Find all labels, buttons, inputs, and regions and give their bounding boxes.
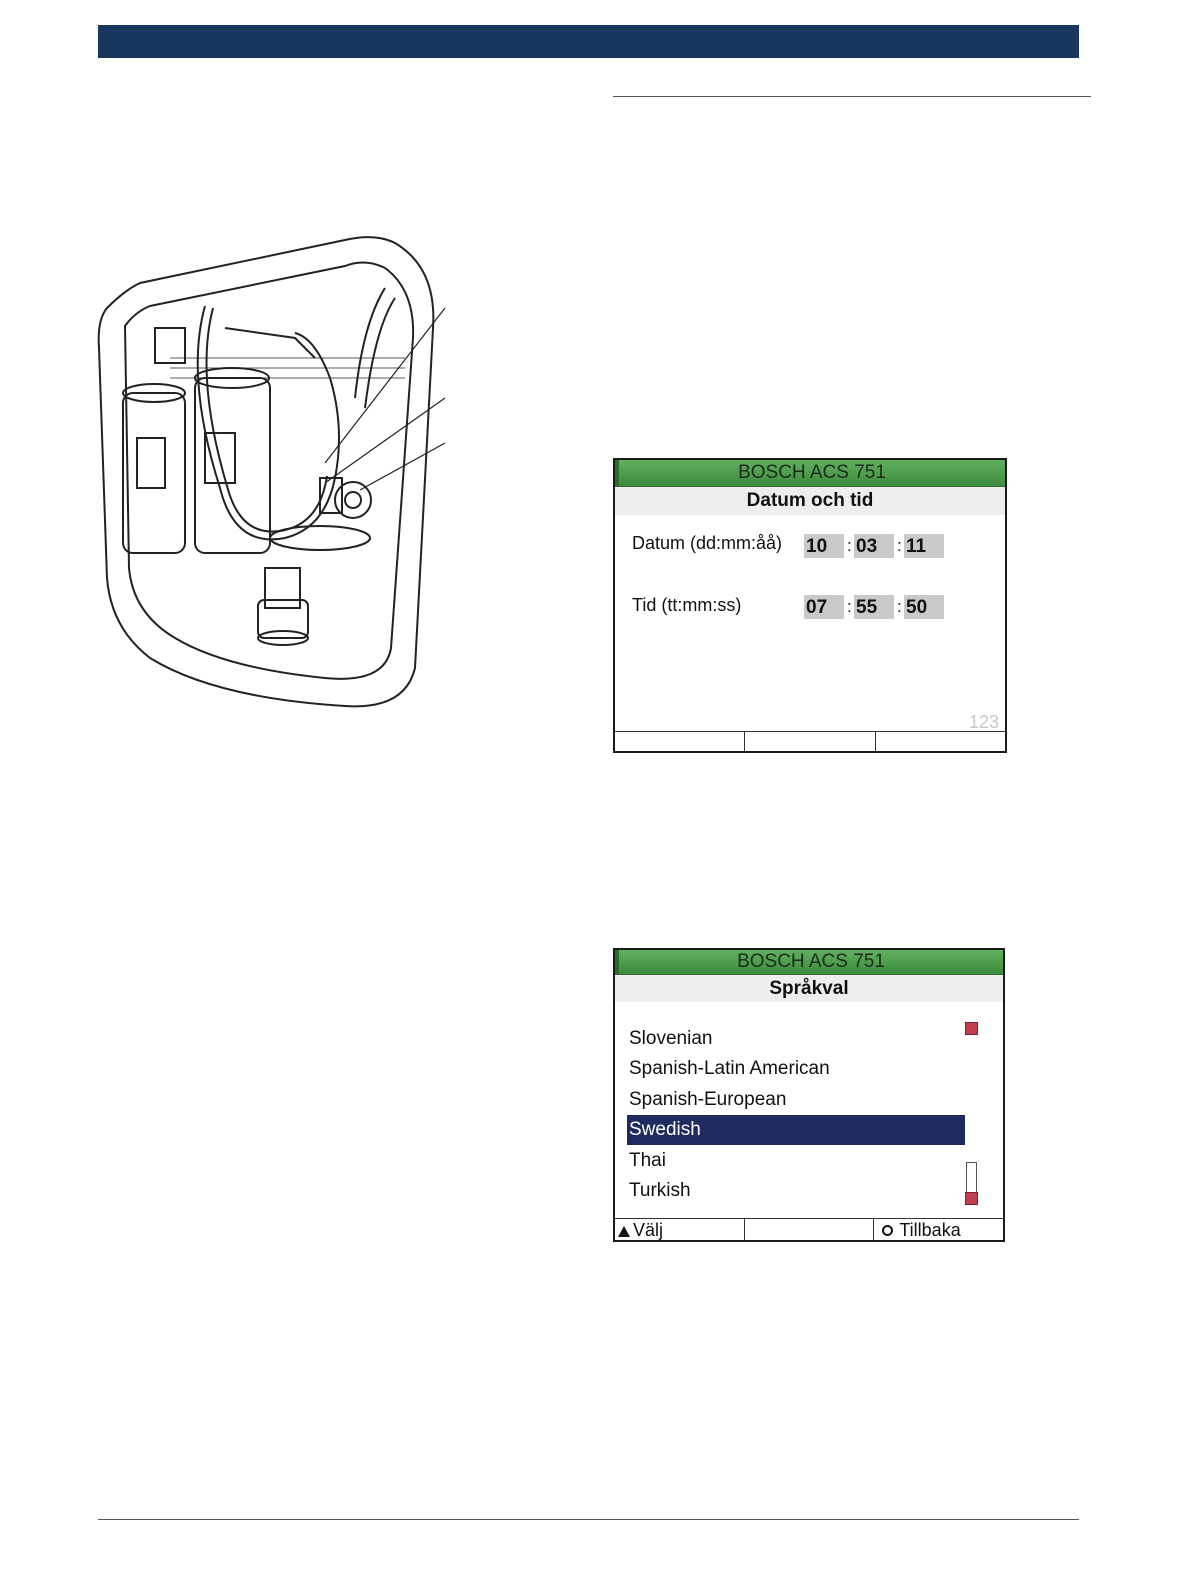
list-item[interactable]: Thai [629,1150,666,1171]
time-minute-field[interactable]: 55 [854,595,894,619]
time-colon: : [847,597,852,616]
list-item[interactable]: Spanish-European [629,1089,787,1110]
scroll-thumb[interactable] [966,1162,977,1194]
header-bar [98,25,1079,58]
date-year-field[interactable]: 11 [904,534,944,558]
date-month-field[interactable]: 03 [854,534,894,558]
device-screen-datetime [613,458,1007,753]
softkey-middle[interactable] [745,732,875,751]
softkey-back-label: Tillbaka [899,1220,961,1240]
scroll-down-icon[interactable] [965,1192,978,1205]
softkey-middle[interactable] [745,1219,875,1240]
time-colon: : [897,597,902,616]
list-item[interactable]: Turkish [629,1180,691,1201]
list-item-selected[interactable]: Swedish [627,1115,965,1145]
softkey-bar [615,731,1005,751]
scroll-up-icon[interactable] [965,1022,978,1035]
cylinder-left [123,393,185,553]
screen-subtitle: Datum och tid [615,487,1005,515]
header-separator [1131,36,1133,49]
time-second-field[interactable]: 50 [904,595,944,619]
time-hour-field[interactable]: 07 [804,595,844,619]
softkey-select-label: Välj [633,1220,664,1240]
softkey-select[interactable] [615,1219,745,1240]
list-item[interactable]: Slovenian [629,1028,713,1049]
date-day-field[interactable]: 10 [804,534,844,558]
input-mode-indicator: 123 [968,712,999,732]
date-colon: : [897,536,902,555]
device-screen-language [613,948,1005,1242]
section-rule [613,96,1091,97]
time-label: Tid (tt:mm:ss) [632,595,742,615]
list-item[interactable]: Spanish-Latin American [629,1058,830,1079]
softkey-bar [615,1218,1003,1240]
softkey-right[interactable] [876,732,1005,751]
screen-title: BOSCH ACS 751 [615,950,1003,975]
screen-title: BOSCH ACS 751 [615,460,1005,487]
footer-rule [98,1519,1079,1520]
softkey-back[interactable] [874,1219,1003,1240]
softkey-left[interactable] [615,732,745,751]
triangle-up-icon [618,1226,630,1237]
cylinder-center [195,378,270,553]
screen-subtitle: Språkval [615,975,1003,1002]
device-illustration [95,228,450,713]
scrollbar[interactable] [964,1022,980,1208]
circle-icon [882,1225,893,1236]
date-colon: : [847,536,852,555]
date-label: Datum (dd:mm:åå) [632,533,783,553]
